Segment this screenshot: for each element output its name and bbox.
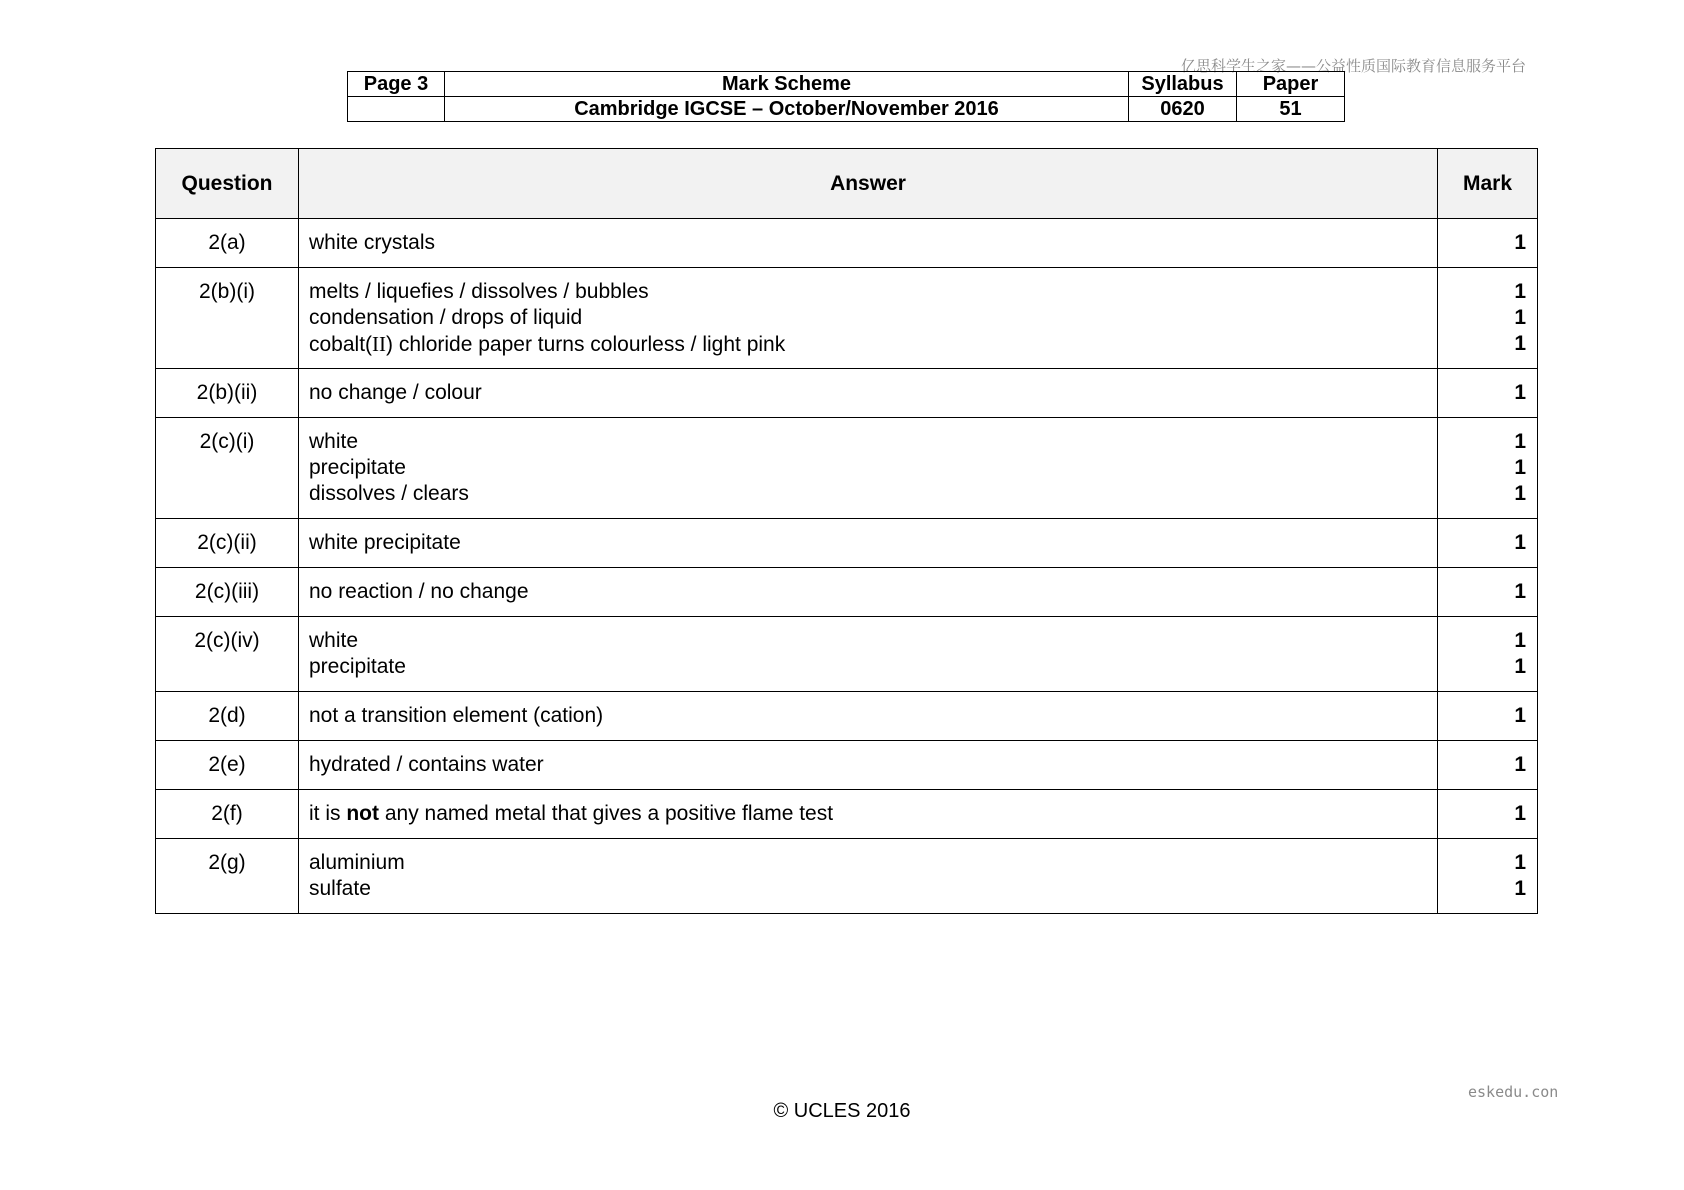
- table-row: [156, 692, 1538, 741]
- mark-value: 1: [1514, 280, 1526, 303]
- table-row: [156, 568, 1538, 617]
- mark-value: 1: [1514, 877, 1526, 900]
- question-label: 2(g): [208, 851, 246, 874]
- answer-cell: [299, 617, 1438, 692]
- question-label: 2(d): [208, 704, 246, 727]
- answer-line: white crystals: [309, 231, 436, 254]
- mark-value: 1: [1514, 851, 1526, 874]
- table-row: [156, 369, 1538, 418]
- answer-line: no reaction / no change: [309, 580, 529, 603]
- mark-cell: [1438, 369, 1538, 418]
- table-row: [156, 519, 1538, 568]
- question-label: 2(b)(i): [199, 280, 255, 303]
- mark-cell: [1438, 839, 1538, 914]
- answer-line: aluminium: [309, 851, 405, 874]
- answer-text: it is: [309, 802, 347, 825]
- emphasis-not: not: [346, 802, 379, 825]
- answer-text: cobalt(: [309, 333, 373, 356]
- question-label: 2(c)(iv): [194, 629, 260, 652]
- mark-value: 1: [1514, 430, 1526, 453]
- table-row: [156, 219, 1538, 268]
- answer-line: [309, 331, 1437, 357]
- question-cell: [156, 268, 299, 369]
- header-empty-cell: [348, 97, 445, 122]
- mark-value: 1: [1514, 482, 1526, 505]
- mark-cell: [1438, 219, 1538, 268]
- mark-cell: [1438, 617, 1538, 692]
- answer-text: any named metal that gives a positive flame test: [379, 802, 834, 825]
- mark-value: 1: [1514, 753, 1526, 776]
- answer-line: white precipitate: [309, 531, 461, 554]
- header-table: [347, 71, 1345, 122]
- question-cell: [156, 617, 299, 692]
- question-cell: [156, 692, 299, 741]
- answer-line: white: [309, 430, 359, 453]
- question-cell: [156, 839, 299, 914]
- question-label: 2(b)(ii): [196, 381, 258, 404]
- roman-numeral: II: [372, 332, 387, 356]
- mark-value: 1: [1514, 629, 1526, 652]
- mark-value: 1: [1514, 704, 1526, 727]
- answer-line: precipitate: [309, 655, 406, 678]
- mark-value: 1: [1514, 231, 1526, 254]
- answer-cell: [299, 741, 1438, 790]
- mark-value: 1: [1514, 580, 1526, 603]
- question-label: 2(c)(ii): [197, 531, 257, 554]
- answer-line: [309, 801, 1437, 827]
- mark-column-header: Mark: [1438, 149, 1538, 219]
- answer-column-header: Answer: [299, 149, 1438, 219]
- answer-line: precipitate: [309, 456, 406, 479]
- page-number: Page 3: [348, 72, 445, 97]
- question-cell: [156, 568, 299, 617]
- answer-cell: [299, 692, 1438, 741]
- syllabus-value: 0620: [1129, 97, 1237, 122]
- question-label: 2(c)(i): [199, 430, 255, 453]
- table-row: [156, 790, 1538, 839]
- question-cell: [156, 369, 299, 418]
- answer-cell: [299, 790, 1438, 839]
- table-header-row: [156, 149, 1538, 219]
- answer-line: melts / liquefies / dissolves / bubbles: [309, 280, 649, 303]
- mark-cell: [1438, 692, 1538, 741]
- table-row: [156, 418, 1538, 519]
- question-label: 2(e): [208, 753, 246, 776]
- mark-cell: [1438, 568, 1538, 617]
- watermark-top: 亿思科学生之家——公益性质国际教育信息服务平台: [1181, 57, 1527, 75]
- mark-cell: [1438, 418, 1538, 519]
- answer-text: ) chloride paper turns colourless / light pink: [386, 333, 786, 356]
- mark-cell: [1438, 519, 1538, 568]
- table-row: [156, 268, 1538, 369]
- table-row: [156, 617, 1538, 692]
- answer-cell: [299, 839, 1438, 914]
- answer-cell: [299, 219, 1438, 268]
- question-label: 2(a): [208, 231, 246, 254]
- answer-line: sulfate: [309, 877, 371, 900]
- answer-cell: [299, 268, 1438, 369]
- question-label: 2(c)(iii): [194, 580, 260, 603]
- mark-value: 1: [1514, 381, 1526, 404]
- answer-line: no change / colour: [309, 381, 482, 404]
- answer-line: dissolves / clears: [309, 482, 469, 505]
- answer-line: hydrated / contains water: [309, 753, 544, 776]
- table-row: [156, 839, 1538, 914]
- mark-cell: [1438, 790, 1538, 839]
- mark-cell: [1438, 268, 1538, 369]
- mark-value: 1: [1514, 456, 1526, 479]
- answer-line: condensation / drops of liquid: [309, 306, 583, 329]
- watermark-bottom: eskedu.con: [1468, 1083, 1559, 1101]
- mark-scheme-table: [155, 148, 1538, 914]
- answer-cell: [299, 418, 1438, 519]
- header-title: Mark Scheme: [445, 72, 1129, 97]
- mark-value: 1: [1514, 332, 1526, 355]
- question-cell: [156, 418, 299, 519]
- header-subtitle: Cambridge IGCSE – October/November 2016: [445, 97, 1129, 122]
- copyright-footer: © UCLES 2016: [773, 1100, 911, 1122]
- question-cell: [156, 741, 299, 790]
- table-row: [156, 741, 1538, 790]
- mark-cell: [1438, 741, 1538, 790]
- question-column-header: Question: [156, 149, 299, 219]
- question-cell: [156, 519, 299, 568]
- syllabus-label: Syllabus: [1129, 72, 1237, 97]
- paper-value: 51: [1237, 97, 1345, 122]
- answer-line: white: [309, 629, 359, 652]
- question-label: 2(f): [211, 802, 243, 825]
- answer-cell: [299, 369, 1438, 418]
- mark-value: 1: [1514, 655, 1526, 678]
- answer-line: not a transition element (cation): [309, 704, 604, 727]
- mark-value: 1: [1514, 531, 1526, 554]
- question-cell: [156, 219, 299, 268]
- question-cell: [156, 790, 299, 839]
- answer-cell: [299, 519, 1438, 568]
- answer-cell: [299, 568, 1438, 617]
- mark-value: 1: [1514, 802, 1526, 825]
- mark-value: 1: [1514, 306, 1526, 329]
- paper-label: Paper: [1237, 72, 1345, 97]
